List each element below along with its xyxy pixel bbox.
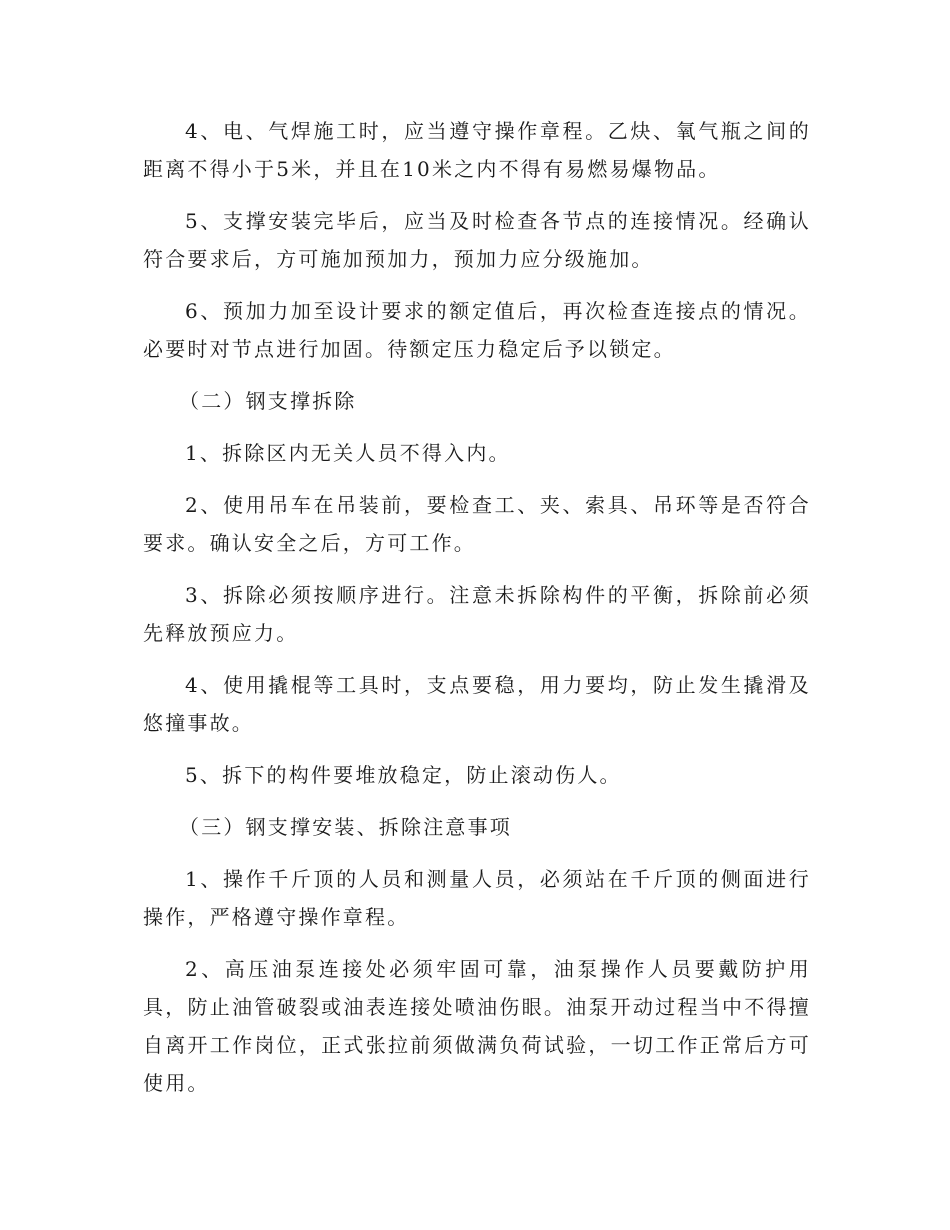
paragraph-welding-rules: 4、电、气焊施工时，应当遵守操作章程。乙炔、氧气瓶之间的距离不得小于5米，并且在10米之内不得有易燃易爆物品。 [143, 119, 811, 181]
paragraph-node-check: 5、支撑安装完毕后，应当及时检查各节点的连接情况。经确认符合要求后，方可施加预加力，预加力应分级施加。 [143, 209, 811, 271]
paragraph-no-entry: 1、拆除区内无关人员不得入内。 [185, 441, 511, 465]
paragraph-stacking: 5、拆下的构件要堆放稳定，防止滚动伤人。 [185, 763, 622, 787]
paragraph-jack-operation: 1、操作千斤顶的人员和测量人员，必须站在千斤顶的侧面进行操作，严格遵守操作章程。 [143, 867, 811, 929]
paragraph-crowbar-safety: 4、使用撬棍等工具时，支点要稳，用力要均，防止发生撬滑及悠撞事故。 [143, 673, 811, 735]
paragraph-preload-lock: 6、预加力加至设计要求的额定值后，再次检查连接点的情况。必要时对节点进行加固。待额定压力稳定后予以锁定。 [143, 299, 811, 361]
document-page [143, 112, 811, 1102]
section-heading-removal: （二）钢支撑拆除 [179, 389, 357, 413]
paragraph-crane-check: 2、使用吊车在吊装前，要检查工、夹、索具、吊环等是否符合要求。确认安全之后，方可工作。 [143, 493, 811, 555]
paragraph-oil-pump: 2、高压油泵连接处必须牢固可靠，油泵操作人员要戴防护用具，防止油管破裂或油表连接处喷油伤眼。油泵开动过程当中不得擅自离开工作岗位，正式张拉前须做满负荷试验，一切工作正常后方可使用。 [143, 957, 811, 1095]
section-heading-precautions: （三）钢支撑安装、拆除注意事项 [179, 815, 512, 839]
paragraph-removal-order: 3、拆除必须按顺序进行。注意未拆除构件的平衡，拆除前必须先释放预应力。 [143, 583, 811, 645]
